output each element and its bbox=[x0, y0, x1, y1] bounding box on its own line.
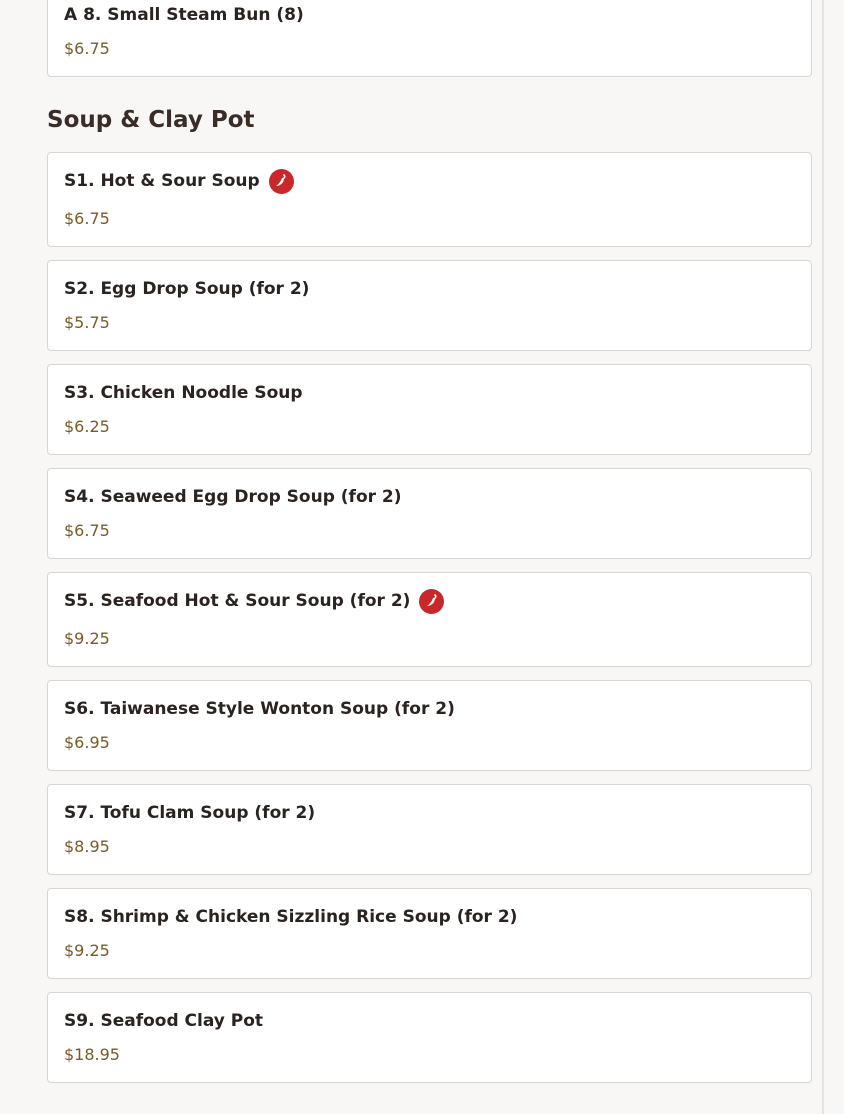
menu-item-price: $6.75 bbox=[64, 521, 110, 540]
menu-item-card[interactable] bbox=[47, 0, 812, 77]
menu-item-name: S4. Seaweed Egg Drop Soup (for 2) bbox=[64, 487, 402, 507]
menu-item-card[interactable] bbox=[47, 680, 812, 771]
menu-item-price: $6.95 bbox=[64, 733, 110, 752]
menu-item-price: $8.95 bbox=[64, 837, 110, 856]
menu-item-name: S8. Shrimp & Chicken Sizzling Rice Soup (for 2) bbox=[64, 907, 518, 927]
menu-item-name-row bbox=[64, 695, 795, 723]
menu-item-name-row bbox=[64, 483, 795, 511]
menu-item-name: S7. Tofu Clam Soup (for 2) bbox=[64, 803, 316, 823]
menu-item-name: S2. Egg Drop Soup (for 2) bbox=[64, 279, 310, 299]
menu-item-price: $6.25 bbox=[64, 417, 110, 436]
menu-item-price: $9.25 bbox=[64, 941, 110, 960]
chili-pepper-icon bbox=[269, 169, 294, 194]
menu-item-card[interactable] bbox=[47, 572, 812, 667]
menu-item-name: S6. Taiwanese Style Wonton Soup (for 2) bbox=[64, 699, 455, 719]
menu-item-name-row bbox=[64, 1007, 795, 1035]
menu-item-card[interactable] bbox=[47, 992, 812, 1083]
menu-item-card[interactable] bbox=[47, 260, 812, 351]
menu-item-name: S5. Seafood Hot & Sour Soup (for 2) bbox=[64, 591, 411, 611]
menu-item-name-row bbox=[64, 167, 795, 195]
menu-item-card[interactable] bbox=[47, 152, 812, 247]
chili-pepper-icon bbox=[419, 589, 444, 614]
menu-item-name: S1. Hot & Sour Soup bbox=[64, 171, 260, 191]
menu-item-name-row bbox=[64, 379, 795, 407]
menu-item-card[interactable] bbox=[47, 468, 812, 559]
menu-item-name: A 8. Small Steam Bun (8) bbox=[64, 5, 304, 25]
menu-item-name-row bbox=[64, 275, 795, 303]
section-title: Soup & Clay Pot bbox=[47, 107, 255, 133]
menu-item-name-row bbox=[64, 799, 795, 827]
menu-item-price: $6.75 bbox=[64, 209, 110, 228]
menu-item-card[interactable] bbox=[47, 784, 812, 875]
menu-item-card[interactable] bbox=[47, 888, 812, 979]
menu-item-name: S9. Seafood Clay Pot bbox=[64, 1011, 264, 1031]
menu-item-price: $9.25 bbox=[64, 629, 110, 648]
menu-item-price: $18.95 bbox=[64, 1045, 120, 1064]
menu-item-card[interactable] bbox=[47, 364, 812, 455]
menu-item-name-row bbox=[64, 587, 795, 615]
menu-item-price: $6.75 bbox=[64, 39, 110, 58]
menu-content bbox=[47, 0, 812, 1096]
menu-item-name-row bbox=[64, 1, 795, 29]
page-right-border bbox=[822, 0, 824, 1114]
menu-item-name: S3. Chicken Noodle Soup bbox=[64, 383, 303, 403]
menu-item-name-row bbox=[64, 903, 795, 931]
menu-item-price: $5.75 bbox=[64, 313, 110, 332]
